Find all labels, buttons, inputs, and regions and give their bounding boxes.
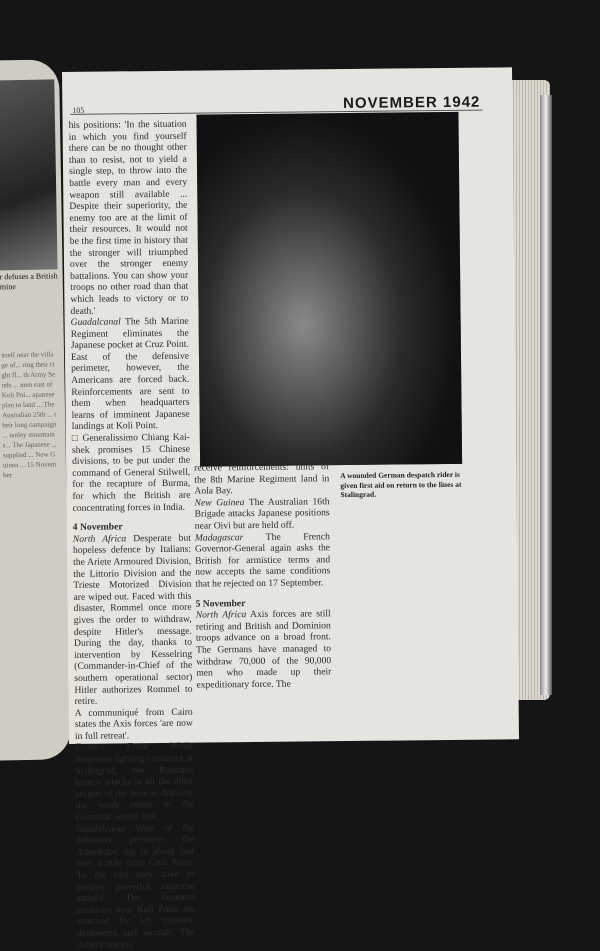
entry-text: Axis forces are still retiring and British and Dominion troops advance on a broad front. The Germans have managed to withdraw 70,000 of the 90,000 men who made up their expeditionary force. The xyxy=(195,608,332,691)
entry-paragraph xyxy=(73,532,193,707)
entry-place: North Africa xyxy=(72,533,127,545)
entry-place: Guadalcanal xyxy=(75,822,127,835)
entry-text: The French Governor-General again asks the British for armistice terms and now accepts the same conditions that he rejected on 17 September. xyxy=(194,530,331,590)
left-page-photo xyxy=(0,79,58,270)
photo-wounded-despatch-rider xyxy=(196,112,462,467)
date-heading: 4 November xyxy=(72,521,123,534)
paragraph: □ Generalissimo Chiang Kai-shek promises 15 Chinese divisions, to be put under the command of General Stilwell, for the recapture of Burma, for which the British are concentrating forces in India. xyxy=(71,431,191,514)
entry-paragraph xyxy=(196,608,332,691)
entry-paragraph xyxy=(76,822,195,951)
entry-text: While desperate fighting continues at Stalingrad, the Russians launch attacks in all the other sectors of the front to discover the weak points in the Germans' winter line. xyxy=(75,741,194,823)
right-page xyxy=(62,67,519,951)
entry-place: Guadalcanal xyxy=(70,316,121,329)
month-header: NOVEMBER 1942 xyxy=(343,93,481,113)
text-column-1 xyxy=(69,119,196,951)
date-heading: 5 November xyxy=(195,597,246,610)
entry-place: Madagascar xyxy=(194,531,244,544)
entry-paragraph xyxy=(195,531,331,590)
entry-paragraph xyxy=(75,741,194,823)
left-photo-caption: r defuses a British mine xyxy=(0,271,58,292)
left-page-text: itself near the village of... ring their right fl... th Army Sends ... men east of Koli Poi... apanese plan to land ... The Australian 25th ... their long campaign ... tanley mountains... The Japanese ... supplied ... New Guinea ... 15 November xyxy=(0,350,57,480)
left-page xyxy=(0,59,71,760)
entry-place: North Africa xyxy=(195,609,247,621)
text-column-2 xyxy=(194,461,331,691)
entry-paragraph xyxy=(71,316,190,433)
entry-text: Desperate but hopeless defence by Italians: the Ariete Armoured Division, the Littorio Division and the Trieste Motorized Division are wiped out. Faced with this disaster, Rommel once more gives the order to withdraw, despite Hitler's message. During the day, thanks to intervention by Kesselring (Commander-in-Chief of the southern operational sector) Hitler authorizes Rommel to retire. xyxy=(72,532,193,707)
entry-place: Eastern Front xyxy=(75,741,149,754)
photo-caption: A wounded German despatch rider is given first aid on return to the lines at Stalingrad. xyxy=(340,469,462,500)
entry-place: New Guinea xyxy=(194,496,245,509)
paragraph: receive reinforcements: units of the 8th Marine Regiment land in Aola Bay. xyxy=(194,461,330,497)
book-cover-edge xyxy=(540,95,552,695)
paragraph: his positions: 'In the situation in which you find yourself there can be no thought other than to resist, not to yield a single step, to throw into the battle every man and every weapon still available ... Despite their superiority, the enemy too are at the limit of their resources. It would not be the first time in history that the stronger will triumphed over the stronger enemy battalions. You can show your troops no other road than that which leads to victory or to death.' xyxy=(68,118,189,317)
entry-text: The 5th Marine Regiment eliminates the Japanese pocket at Cruz Point. East of the defensive perimeter, however, the Americans are forced back. Reinforcements are sent to them when headquarters learns of imminent Japanese landings at Koli Point. xyxy=(70,315,190,433)
entry-paragraph xyxy=(194,496,329,532)
entry-text: West of the defensive perimeter the Americans dig in about just over a mile from Cruz Point. To the east they have to contain powerful Japanese attacks. The Japanese positions near Koli Point are attacked by US cruisers, destroyers and aircraft. The Americans too xyxy=(75,822,196,951)
paragraph: A communiqué from Cairo states the Axis forces 'are now in full retreat'. xyxy=(74,706,193,742)
page-number: 105 xyxy=(72,105,85,115)
entry-text: The Australian 16th Brigade attacks Japanese positions near Oivi but are held off. xyxy=(194,496,330,532)
